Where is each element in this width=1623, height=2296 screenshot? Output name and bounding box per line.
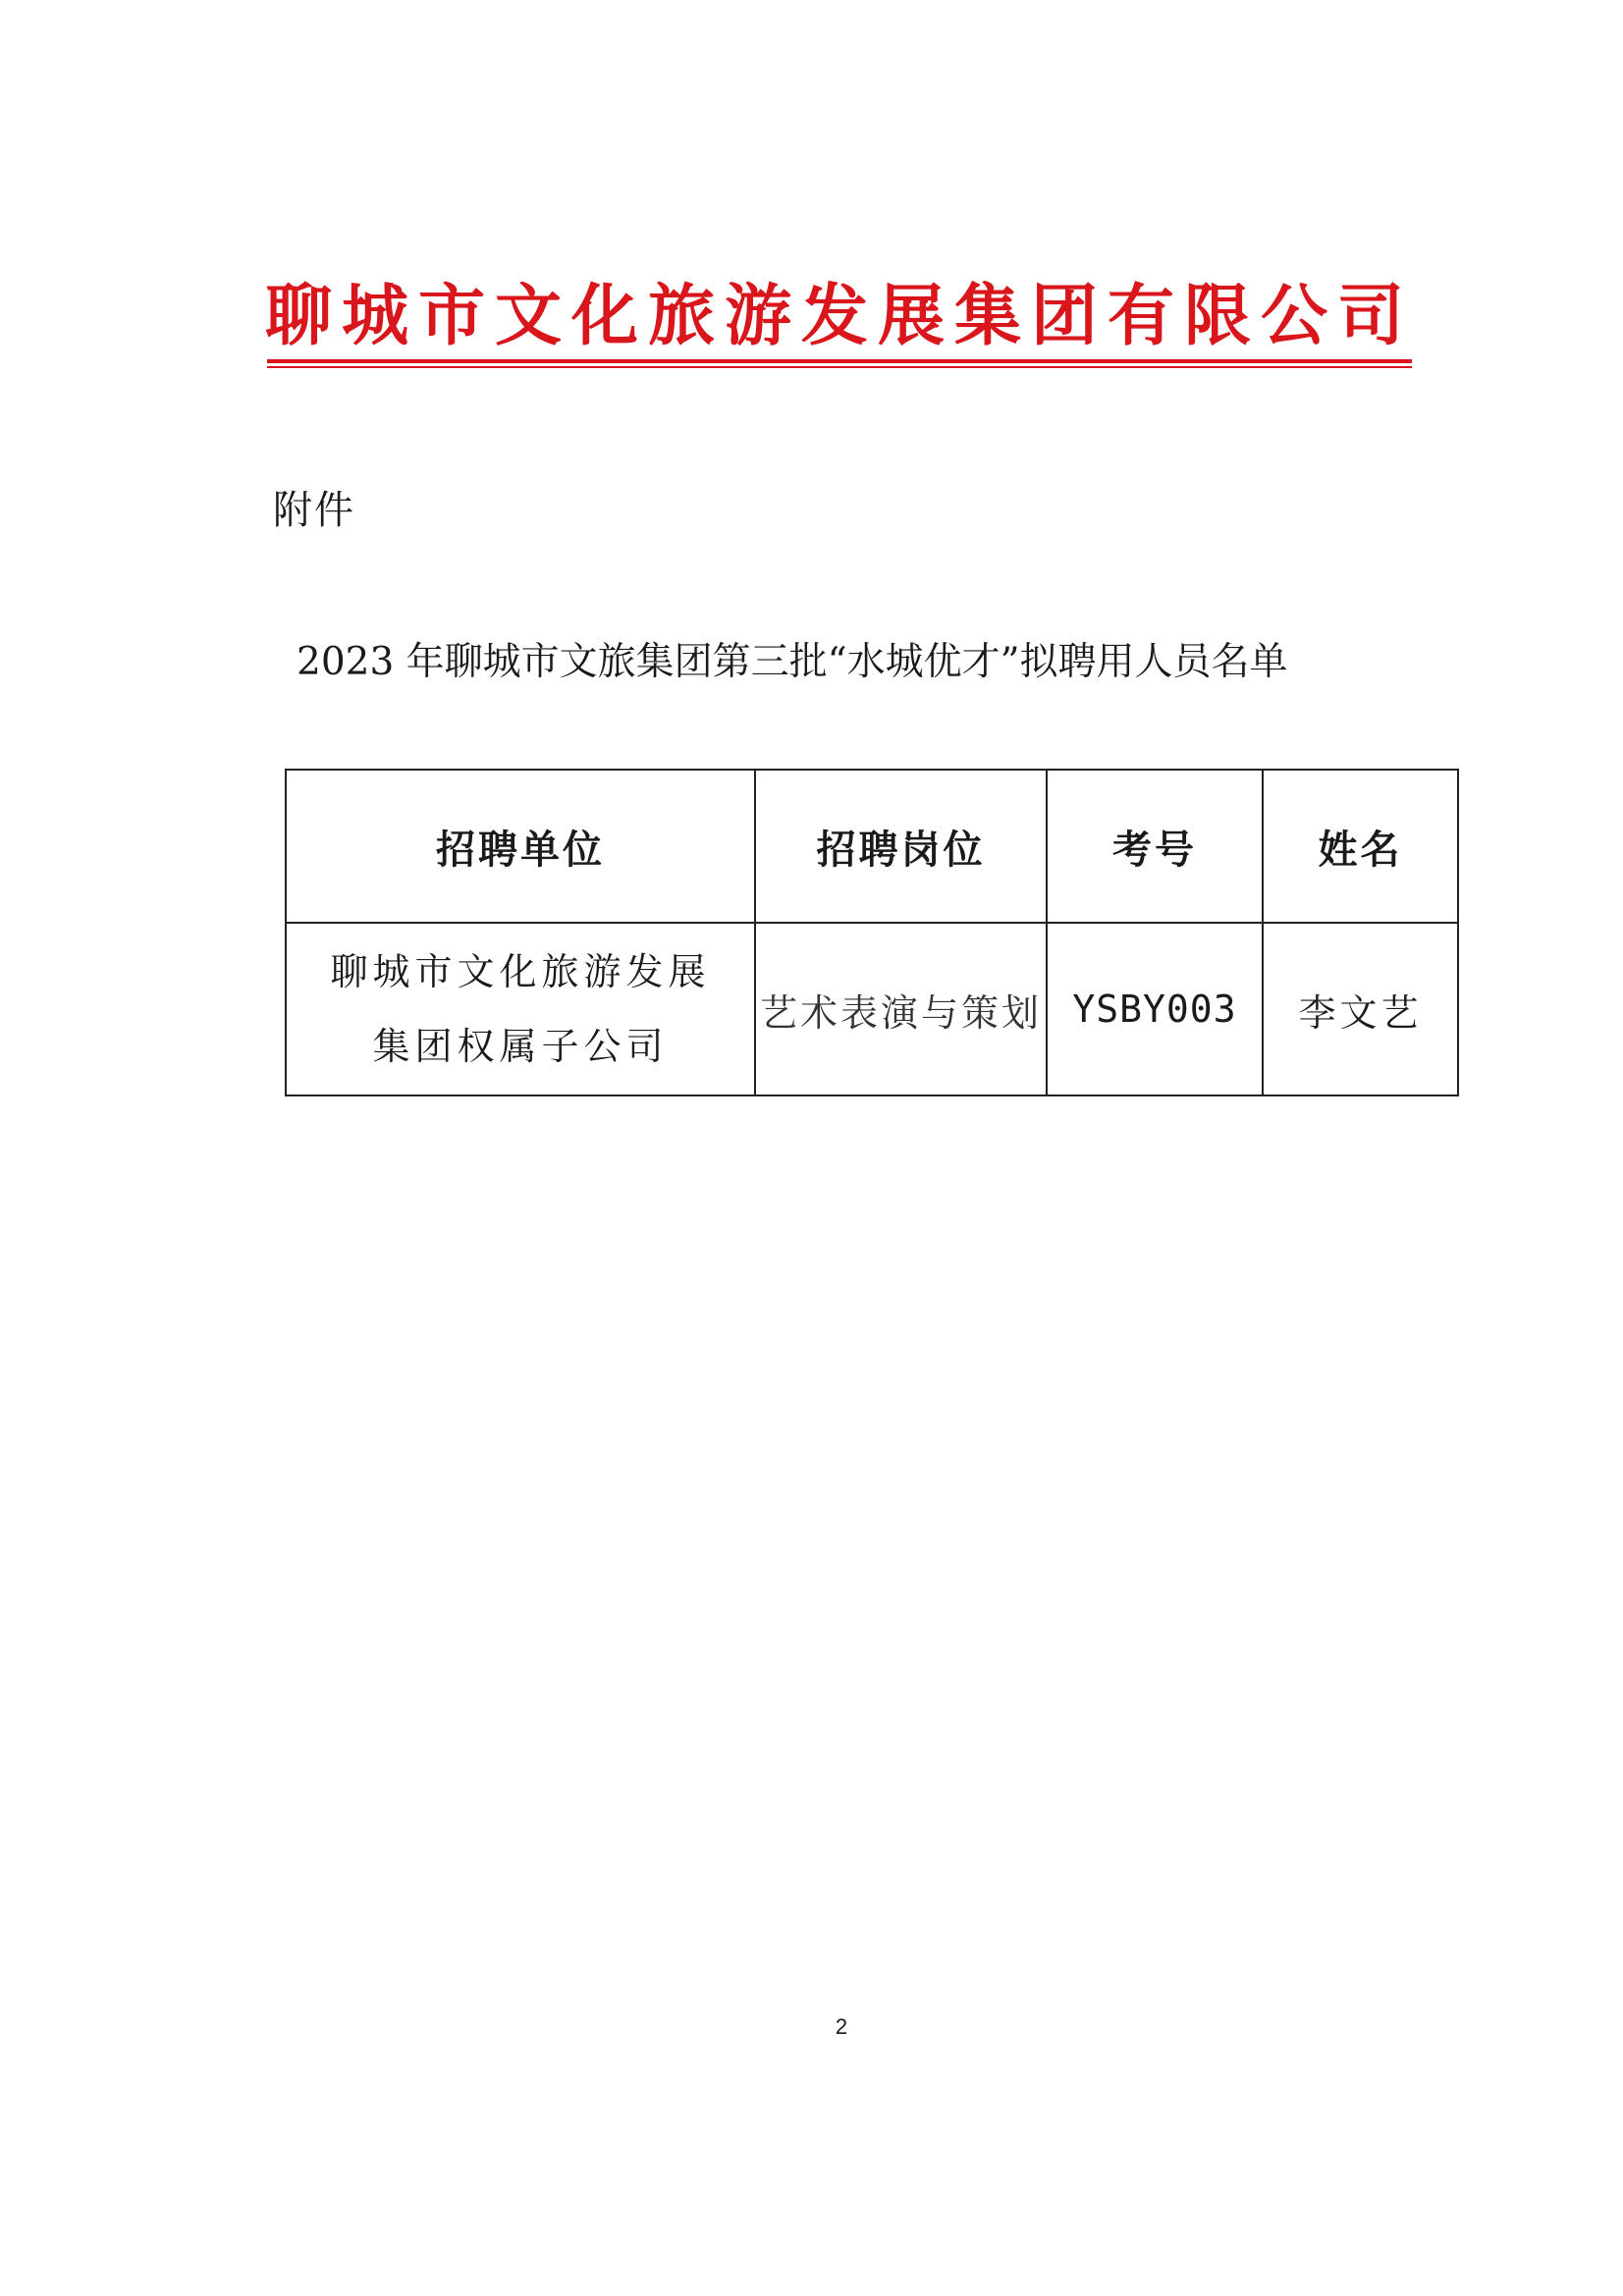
header-post: 招聘岗位 — [755, 770, 1047, 923]
document-title: 2023 年聊城市文旅集团第三批“水城优才”拟聘用人员名单 — [297, 640, 1288, 684]
cell-exam-id: YSBY003 — [1047, 923, 1263, 1095]
cell-name: 李文艺 — [1263, 923, 1458, 1095]
table-header-row — [286, 770, 1458, 923]
table-row — [286, 923, 1458, 1095]
header-exam-id: 考号 — [1047, 770, 1263, 923]
header-name: 姓名 — [1263, 770, 1458, 923]
cell-unit-line-2: 集团权属子公司 — [372, 1025, 669, 1068]
page-number: 2 — [835, 2014, 848, 2039]
cell-unit-line-1: 聊城市文化旅游发展 — [330, 950, 711, 993]
cell-unit — [286, 923, 755, 1095]
letterhead-red-rule-thick — [267, 359, 1412, 363]
attachment-label: 附件 — [273, 488, 355, 533]
letterhead-company-name: 聊城市文化旅游发展集团有限公司 — [265, 277, 1415, 355]
cell-post: 艺术表演与策划 — [755, 923, 1047, 1095]
hiring-roster-table — [285, 769, 1459, 1096]
header-unit: 招聘单位 — [286, 770, 755, 923]
letterhead-red-rule-thin — [267, 366, 1412, 368]
